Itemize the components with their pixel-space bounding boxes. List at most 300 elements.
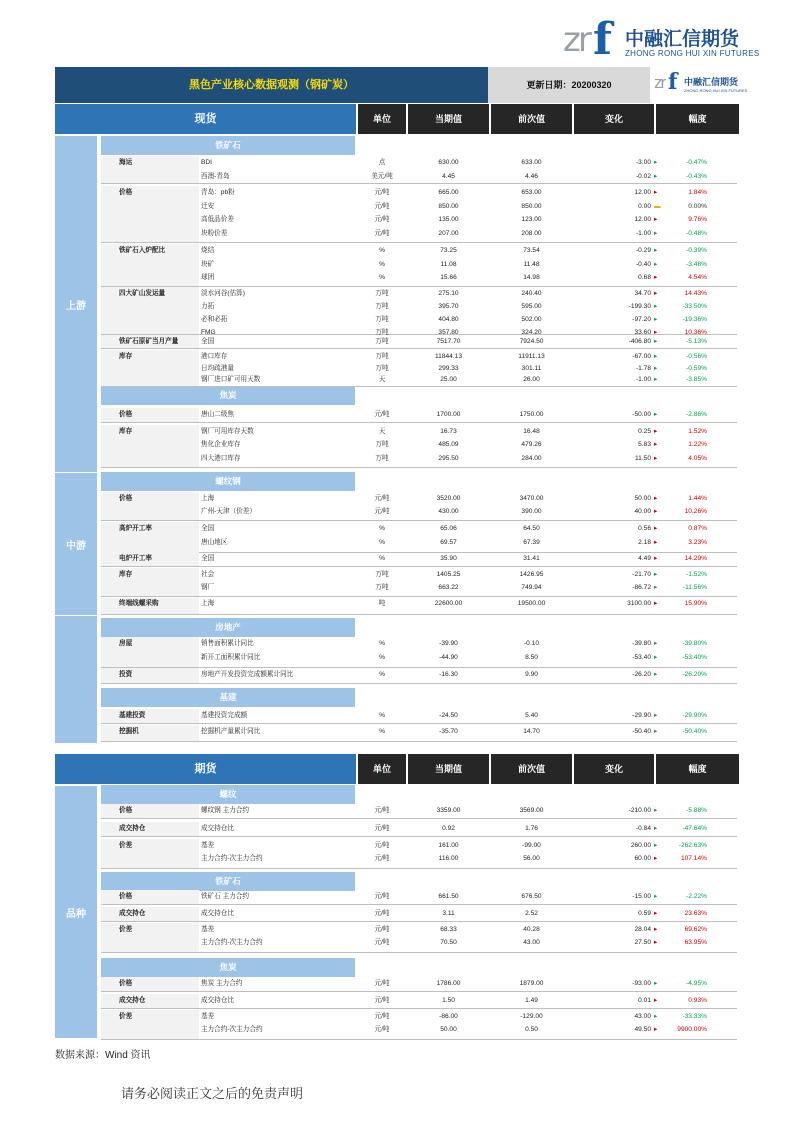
cell-unit: 元/吨 — [374, 910, 390, 917]
cell-item: 主力合约-次主力合约 — [201, 1026, 263, 1033]
cell-chg: 5.83 — [638, 441, 651, 448]
up-flag-icon: ▸ — [654, 539, 658, 546]
cell-unit: 万吨 — [375, 441, 389, 448]
cell-item: 块矿 — [201, 261, 215, 268]
cell-pct: 0.93% — [688, 997, 707, 1004]
cell-cur: 69.57 — [440, 539, 457, 546]
cell-prev: 8.50 — [525, 654, 538, 661]
cell-cur: -86.00 — [439, 1013, 458, 1020]
cell-chg: -0.29 — [635, 247, 651, 254]
cell-item: 新开工面积累计同比 — [201, 654, 261, 661]
cell-chg: -21.70 — [632, 571, 651, 578]
data-source: 数据来源：Wind 资讯 — [55, 1050, 151, 1061]
cell-cur: 3359.00 — [436, 807, 461, 814]
cell-pct: 15.90% — [684, 600, 707, 607]
table-row — [101, 227, 737, 240]
cell-prev: 208.00 — [521, 230, 542, 237]
cell-prev: 1426.95 — [519, 571, 544, 578]
row-separator — [101, 520, 737, 521]
cell-unit: 元/吨 — [374, 997, 390, 1004]
cell-cur: -39.90 — [439, 640, 458, 647]
cell-unit: 元/吨 — [374, 980, 390, 987]
cell-cat: 成交持仓 — [119, 910, 146, 917]
cell-chg: -39.80 — [632, 640, 651, 647]
cell-chg: -50.40 — [632, 728, 651, 735]
cell-pct: 14.43% — [684, 290, 707, 297]
cell-cur: 35.90 — [440, 555, 457, 562]
cell-unit: % — [379, 712, 385, 719]
cell-chg: -86.72 — [632, 584, 651, 591]
cell-cur: 663.22 — [438, 584, 459, 591]
cell-item: 成交持仓比 — [201, 910, 234, 917]
cell-unit: 万吨 — [375, 338, 389, 345]
cell-cur: -24.50 — [439, 712, 458, 719]
cell-chg: 34.70 — [634, 290, 651, 297]
cell-prev: 390.00 — [521, 508, 542, 515]
cell-item: 社会 — [201, 571, 215, 578]
cell-item: 焦炭 主力合约 — [201, 980, 243, 987]
update-date: 更新日期：20200320 — [488, 67, 650, 103]
cell-chg: 50.00 — [634, 495, 651, 502]
table-row — [101, 709, 737, 722]
cell-cat: 价格 — [119, 495, 133, 502]
down-flag-icon: ▸ — [654, 230, 658, 237]
down-flag-icon: ▸ — [654, 316, 658, 323]
cell-pct: 23.63% — [684, 910, 707, 917]
up-flag-icon: ▸ — [654, 189, 658, 196]
table-row — [101, 373, 737, 386]
col-pct: 幅度 — [654, 754, 739, 784]
cell-unit: % — [379, 247, 385, 254]
cell-item: 挖掘机产量累计同比 — [201, 728, 261, 735]
cell-item: 球团 — [201, 274, 215, 281]
cell-unit: 元/吨 — [374, 189, 390, 196]
cell-cat: 价格 — [119, 411, 133, 418]
cell-cat: 海运 — [119, 159, 133, 166]
cell-unit: 元/吨 — [374, 855, 390, 862]
section-futures-iron-ore: 铁矿石 — [101, 872, 355, 891]
up-flag-icon: ▸ — [654, 910, 658, 917]
cell-cur: 357.80 — [438, 329, 459, 336]
table-row — [101, 1010, 737, 1023]
cell-pct: -0.56% — [686, 353, 707, 360]
cell-chg: -53.40 — [632, 654, 651, 661]
section-futures-coke: 焦炭 — [101, 958, 355, 977]
cell-prev: 16.48 — [523, 428, 540, 435]
cell-chg: 60.00 — [634, 855, 651, 862]
table-row — [101, 492, 737, 505]
table-row — [101, 156, 737, 169]
table-row — [101, 852, 737, 865]
cell-prev: 3470.00 — [519, 495, 544, 502]
cell-pct: 1.44% — [688, 495, 707, 502]
cell-prev: 1.49 — [525, 997, 538, 1004]
cell-prev: 1750.00 — [519, 411, 544, 418]
up-flag-icon: ▸ — [654, 855, 658, 862]
table-row — [101, 522, 737, 535]
table-row — [101, 923, 737, 936]
cell-cur: 207.00 — [438, 230, 459, 237]
cell-cur: 630.00 — [438, 159, 459, 166]
table-row — [101, 452, 737, 465]
down-flag-icon: ▸ — [654, 303, 658, 310]
table-row — [101, 170, 737, 183]
cell-pct: -0.47% — [686, 159, 707, 166]
cell-cur: 1405.25 — [436, 571, 461, 578]
cell-unit: 元/吨 — [374, 203, 390, 210]
up-flag-icon: ▸ — [654, 428, 658, 435]
cell-pct: 10.26% — [684, 508, 707, 515]
cell-unit: 元/吨 — [374, 807, 390, 814]
cell-unit: 元/吨 — [374, 1026, 390, 1033]
section-infrastructure: 基建 — [101, 688, 355, 707]
up-flag-icon: ▸ — [654, 600, 658, 607]
company-logo: zr f 中融汇信期货 ZHONG RONG HUI XIN FUTURES — [563, 14, 760, 65]
cell-item: 必和必拓 — [201, 316, 228, 323]
cell-prev: 11911.13 — [518, 353, 545, 360]
cell-cat: 成交持仓 — [119, 825, 146, 832]
cell-prev: -129.00 — [520, 1013, 543, 1020]
down-flag-icon: ▸ — [654, 712, 658, 719]
cell-pct: -11.56% — [682, 584, 707, 591]
table-row — [101, 581, 737, 594]
cell-cur: 3520.00 — [436, 495, 461, 502]
cell-cat: 价格 — [119, 893, 133, 900]
cell-prev: 73.54 — [523, 247, 540, 254]
up-flag-icon: ▸ — [654, 997, 658, 1004]
cell-cat: 四大矿山发运量 — [119, 290, 166, 297]
down-flag-icon: ▸ — [654, 640, 658, 647]
cell-item: 全国 — [201, 525, 215, 532]
group-midstream: 中游 — [55, 473, 97, 615]
cell-prev: 301.11 — [521, 365, 542, 372]
cell-pct: 1.84% — [688, 189, 707, 196]
cell-cur: 70.50 — [440, 939, 457, 946]
cell-prev: 43.00 — [523, 939, 540, 946]
row-separator — [101, 386, 737, 387]
cell-cur: 7517.70 — [436, 338, 461, 345]
cell-cur: 275.10 — [438, 290, 459, 297]
cell-chg: 43.00 — [634, 1013, 651, 1020]
cell-cat: 房屋 — [119, 640, 133, 647]
cell-pct: -0.39% — [686, 247, 707, 254]
cell-item: 基差 — [201, 926, 215, 933]
cell-item: 主力合约-次主力合约 — [201, 855, 263, 862]
cell-chg: 3100.00 — [627, 600, 651, 607]
cell-pct: 1.52% — [688, 428, 707, 435]
section-iron-ore: 铁矿石 — [101, 136, 355, 155]
cell-chg: 0.25 — [638, 428, 651, 435]
cell-cat: 价差 — [119, 1013, 133, 1020]
cell-item: 螺纹钢 主力合约 — [201, 807, 249, 814]
group-varieties: 品种 — [55, 786, 97, 1038]
cell-pct: -33.50% — [682, 303, 707, 310]
section-real-estate: 房地产 — [101, 618, 355, 637]
cell-cur: 3.11 — [442, 910, 455, 917]
cell-item: 钢厂 — [201, 584, 215, 591]
cell-unit: 天 — [378, 376, 386, 383]
table-row — [101, 907, 737, 920]
cell-unit: 万吨 — [375, 353, 389, 360]
cell-prev: 2.52 — [525, 910, 538, 917]
table-row — [101, 271, 737, 284]
table-row — [101, 536, 737, 549]
cell-prev: 240.40 — [521, 290, 542, 297]
cell-chg: 12.00 — [634, 216, 651, 223]
table-row — [101, 408, 737, 421]
up-flag-icon: ▸ — [654, 216, 658, 223]
up-flag-icon: ▸ — [654, 555, 658, 562]
cell-item: 力拓 — [201, 303, 215, 310]
up-flag-icon: ▸ — [654, 1026, 658, 1033]
cell-chg: -1.78 — [635, 365, 651, 372]
cell-prev: 502.00 — [521, 316, 542, 323]
cell-pct: 0.00% — [688, 203, 707, 210]
mini-logo: zr f 中融汇信期货 ZHONG RONG HUI XIN FUTURES — [650, 67, 737, 103]
cell-item: 上海 — [201, 600, 215, 607]
cell-pct: 4.05% — [688, 455, 707, 462]
down-flag-icon: ▸ — [654, 365, 658, 372]
cell-unit: 元/吨 — [374, 411, 390, 418]
cell-cur: 25.00 — [440, 376, 457, 383]
cell-item: 成交持仓比 — [201, 997, 234, 1004]
cell-chg: 33.60 — [634, 329, 651, 336]
cell-cur: 22600.00 — [434, 600, 463, 607]
cell-prev: 633.00 — [521, 159, 542, 166]
cell-item: 青岛：pb粉 — [201, 189, 235, 196]
section-coke: 焦炭 — [101, 386, 355, 405]
cell-cur: -44.90 — [439, 654, 458, 661]
cell-cur: 0.92 — [442, 825, 455, 832]
cell-item: 销售面积累计同比 — [201, 640, 254, 647]
cell-prev: -99.00 — [522, 842, 541, 849]
cell-prev: 56.00 — [523, 855, 540, 862]
row-separator — [101, 242, 737, 243]
cell-pct: -5.13% — [686, 338, 707, 345]
cell-item: 港口库存 — [201, 353, 228, 360]
cell-unit: 元/吨 — [374, 230, 390, 237]
table-row — [101, 438, 737, 451]
cell-item: 块粉价差 — [201, 230, 228, 237]
cell-pct: -19.36% — [682, 316, 707, 323]
group-upstream: 上游 — [55, 136, 97, 472]
cell-item: 钢厂进口矿可用天数 — [201, 376, 261, 383]
cell-chg: -67.00 — [632, 353, 651, 360]
row-separator — [101, 904, 737, 905]
down-flag-icon: ▸ — [654, 654, 658, 661]
table-row — [101, 597, 737, 610]
table-row — [101, 822, 737, 835]
cell-cur: 1786.00 — [436, 980, 461, 987]
cell-cur: 850.00 — [438, 203, 459, 210]
cell-item: 全国 — [201, 338, 215, 345]
cell-unit: % — [379, 274, 385, 281]
cell-cat: 投资 — [119, 671, 133, 678]
cell-prev: 5.40 — [525, 712, 538, 719]
down-flag-icon: ▸ — [654, 807, 658, 814]
cell-chg: 0.68 — [638, 274, 651, 281]
cell-unit: 天 — [378, 428, 386, 435]
cell-cat: 价格 — [119, 980, 133, 987]
row-separator — [101, 868, 737, 869]
table-row — [101, 977, 737, 990]
table-row — [101, 505, 737, 518]
down-flag-icon: ▸ — [654, 584, 658, 591]
cell-pct: 0.87% — [688, 525, 707, 532]
cell-cat: 基建投资 — [119, 712, 146, 719]
cell-item: 日均疏港量 — [201, 365, 234, 372]
cell-prev: 0.50 — [525, 1026, 538, 1033]
down-flag-icon: ▸ — [654, 1013, 658, 1020]
up-flag-icon: ▸ — [654, 441, 658, 448]
cell-prev: 1.76 — [525, 825, 538, 832]
cell-cat: 高炉开工率 — [119, 525, 152, 532]
cell-item: 烧结 — [201, 247, 215, 254]
cell-prev: 676.50 — [521, 893, 542, 900]
cell-unit: 万吨 — [375, 303, 389, 310]
cell-chg: -1.00 — [635, 376, 651, 383]
cell-chg: -50.00 — [632, 411, 651, 418]
col-current: 当期值 — [406, 104, 489, 134]
row-separator — [101, 566, 737, 567]
disclaimer: 请务必阅读正文之后的免责声明 — [121, 1086, 304, 1101]
report-title: 黑色产业核心数据观测（钢矿炭） — [55, 67, 488, 103]
row-separator — [101, 467, 737, 468]
col-pct: 幅度 — [654, 104, 739, 134]
cell-prev: -0.10 — [523, 640, 540, 647]
table-row — [101, 244, 737, 257]
cell-prev: 123.00 — [521, 216, 542, 223]
cell-cat: 挖掘机 — [119, 728, 139, 735]
cell-prev: 1879.00 — [519, 980, 544, 987]
cell-cat: 库存 — [119, 428, 133, 435]
cell-unit: 万吨 — [375, 455, 389, 462]
cell-pct: -47.64% — [682, 825, 707, 832]
cell-cat: 价差 — [119, 842, 133, 849]
cell-item: 基差 — [201, 842, 215, 849]
cell-cur: 4.45 — [442, 173, 455, 180]
table-row — [101, 313, 737, 326]
cell-item: 基建投资完成额 — [201, 712, 248, 719]
col-unit: 单位 — [356, 754, 406, 784]
cell-unit: % — [379, 728, 385, 735]
cell-cat: 库存 — [119, 571, 133, 578]
cell-unit: % — [379, 654, 385, 661]
cell-unit: 吨 — [378, 600, 386, 607]
cell-prev: 653.00 — [521, 189, 542, 196]
table-row — [101, 839, 737, 852]
cell-item: 唐山地区 — [201, 539, 228, 546]
cell-pct: -3.48% — [686, 261, 707, 268]
cell-unit: % — [379, 555, 385, 562]
cell-cur: 73.25 — [440, 247, 457, 254]
cell-chg: 40.00 — [634, 508, 651, 515]
up-flag-icon: ▸ — [654, 274, 658, 281]
up-flag-icon: ▸ — [654, 926, 658, 933]
cell-chg: -15.00 — [632, 893, 651, 900]
cell-cur: 65.06 — [440, 525, 457, 532]
cell-cat: 库存 — [119, 353, 133, 360]
cell-item: 广州-天津（价差） — [201, 508, 256, 515]
cell-unit: % — [379, 525, 385, 532]
cell-cat: 成交持仓 — [119, 997, 146, 1004]
cell-unit: 万吨 — [375, 290, 389, 297]
row-separator — [101, 683, 737, 684]
table-row — [101, 804, 737, 817]
cell-item: BDI — [201, 159, 212, 166]
cell-cat: 铁矿石入炉配比 — [119, 247, 166, 254]
table-row — [101, 300, 737, 313]
down-flag-icon: ▸ — [654, 411, 658, 418]
cell-unit: 万吨 — [375, 365, 389, 372]
cell-pct: 9900.00% — [677, 1026, 707, 1033]
table-row — [101, 335, 737, 348]
cell-cat: 价格 — [119, 807, 133, 814]
table-row — [101, 213, 737, 226]
up-flag-icon: ▸ — [654, 525, 658, 532]
up-flag-icon: ▸ — [654, 455, 658, 462]
cell-unit: 万吨 — [375, 584, 389, 591]
cell-item: 焦化企业库存 — [201, 441, 241, 448]
cell-cat: 终端线螺采购 — [119, 600, 159, 607]
table-row — [101, 668, 737, 681]
cell-pct: -33.33% — [682, 1013, 707, 1020]
cell-unit: % — [379, 640, 385, 647]
cell-cur: 299.33 — [438, 365, 459, 372]
down-flag-icon: ▸ — [654, 376, 658, 383]
cell-unit: % — [379, 671, 385, 678]
cell-pct: -0.59% — [686, 365, 707, 372]
row-separator — [101, 1008, 737, 1009]
cell-chg: 49.50 — [634, 1026, 651, 1033]
cell-chg: -26.20 — [632, 671, 651, 678]
row-separator — [101, 921, 737, 922]
cell-prev: 26.00 — [523, 376, 540, 383]
section-futures-rebar: 螺纹 — [101, 785, 355, 804]
cell-cur: 295.50 — [438, 455, 459, 462]
cell-chg: -210.00 — [628, 807, 651, 814]
cell-cur: 11844.13 — [434, 353, 462, 360]
cell-pct: -2.86% — [686, 411, 707, 418]
cell-cur: 68.33 — [440, 926, 457, 933]
row-separator — [101, 614, 737, 615]
cell-pct: 63.95% — [684, 939, 707, 946]
cell-pct: -262.63% — [678, 842, 707, 849]
down-flag-icon: ▸ — [654, 671, 658, 678]
cell-chg: 0.00 — [638, 203, 651, 210]
col-unit: 单位 — [356, 104, 406, 134]
cell-unit: 万吨 — [375, 316, 389, 323]
cell-chg: -406.80 — [628, 338, 651, 345]
down-flag-icon: ▸ — [654, 825, 658, 832]
cell-prev: 4.46 — [525, 173, 538, 180]
cell-cur: 665.00 — [438, 189, 459, 196]
cell-unit: 万吨 — [375, 329, 389, 336]
cell-cur: 116.00 — [438, 855, 459, 862]
cell-chg: 260.00 — [630, 842, 651, 849]
up-flag-icon: ▸ — [654, 939, 658, 946]
row-separator — [101, 952, 737, 953]
row-separator — [101, 741, 737, 742]
cell-pct: -53.40% — [682, 654, 707, 661]
down-flag-icon: ▸ — [654, 353, 658, 360]
down-flag-icon: ▸ — [654, 728, 658, 735]
cell-pct: -29.90% — [682, 712, 707, 719]
cell-chg: -29.90 — [632, 712, 651, 719]
cell-chg: -0.40 — [635, 261, 651, 268]
up-flag-icon: ▸ — [654, 495, 658, 502]
down-flag-icon: ▸ — [654, 338, 658, 345]
